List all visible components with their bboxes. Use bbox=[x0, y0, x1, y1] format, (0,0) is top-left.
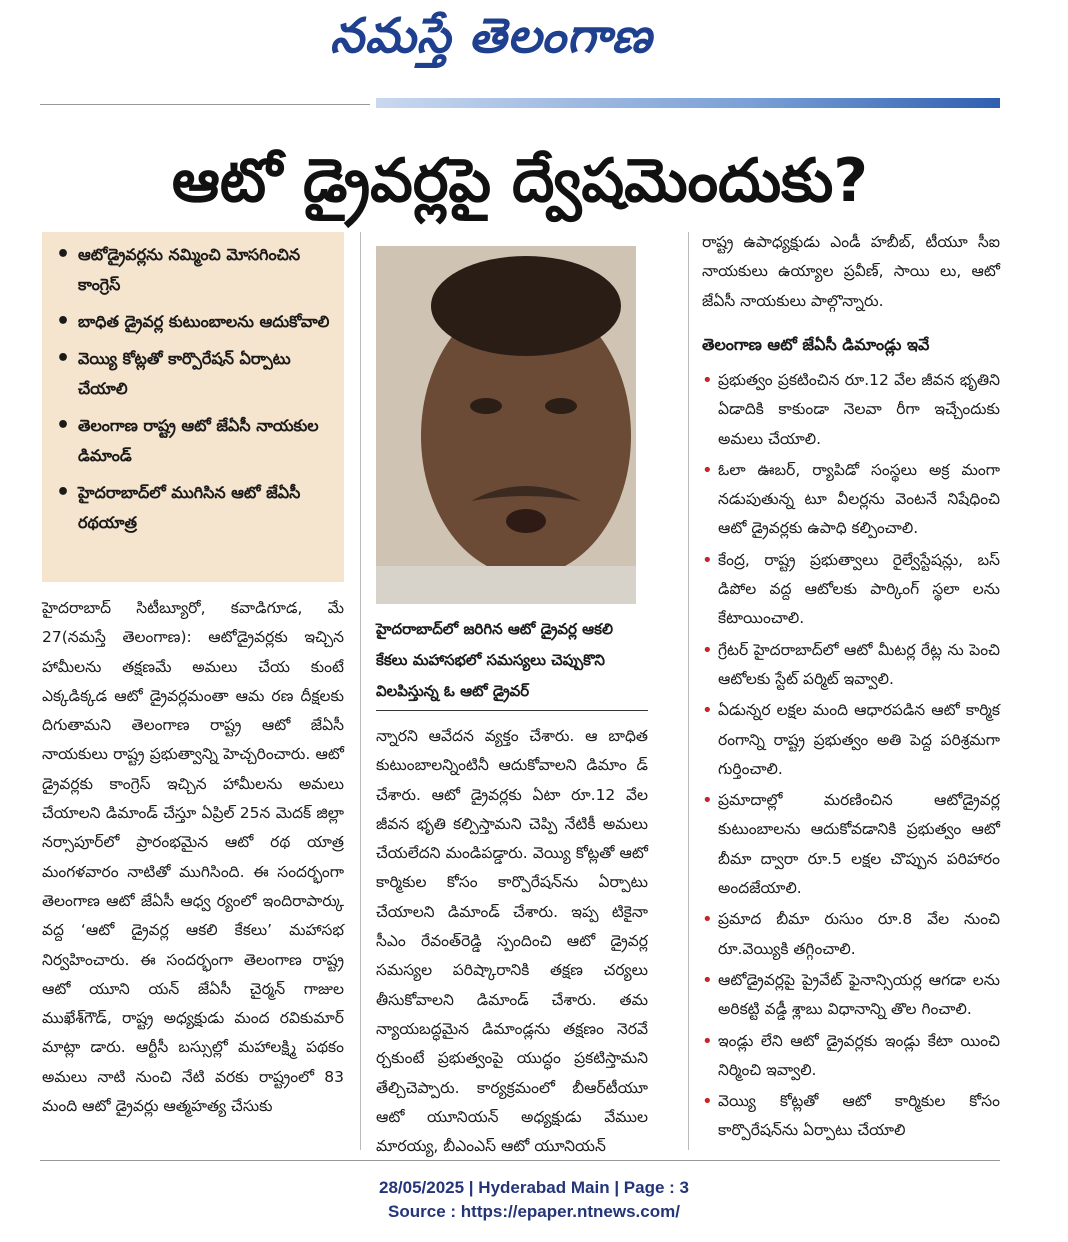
summary-box bbox=[42, 232, 344, 582]
demands-list bbox=[702, 366, 1000, 1148]
bullet-icon: • bbox=[702, 790, 713, 812]
bullet-icon: • bbox=[702, 549, 713, 571]
demand-item: • ఓలా ఊబర్, ర్యాపిడో సంస్థలు అక్ర మంగా నడుపుతున్న టూ వీలర్లను వెంటనే నిషేధించి ఆటో డ్రైవర్లకు ఉపాధి కల్పించాలి. bbox=[702, 456, 1000, 544]
article-headline: ఆటో డ్రైవర్లపై ద్వేషమెందుకు? bbox=[171, 146, 869, 216]
photo-caption: హైదరాబాద్‌లో జరిగిన ఆటో డ్రైవర్ల ఆకలి కేకలు మహాసభలో సమస్యలు చెప్పుకొని విలపిస్తున్న ఓ ఆటో డ్రైవర్ bbox=[376, 620, 613, 700]
masthead-rule bbox=[40, 104, 370, 105]
demand-item: • ప్రమాదాల్లో మరణించిన ఆటోడ్రైవర్ల కుటుంబాలను ఆదుకోవడానికి ప్రభుత్వం ఆటో బీమా ద్వారా రూ.5 లక్షల చొప్పున పరిహారం అందజేయాలి. bbox=[702, 786, 1000, 903]
bullet-icon: • bbox=[56, 242, 71, 267]
demand-item: • ఆటోడ్రైవర్లపై ప్రైవేట్ ఫైనాన్సియర్ల ఆగడా లను అరికట్టి వడ్డీ శ్లాబు విధానాన్ని తొల గించాలి. bbox=[702, 966, 1000, 1025]
summary-point: • ఆటోడ్రైవర్లను నమ్మించి మోసగించిన కాంగ్రెస్ bbox=[56, 242, 301, 294]
body-column-2: న్నారని ఆవేదన వ్యక్తం చేశారు. ఆ బాధిత కుటుంబాలన్నింటినీ ఆదుకోవాలని డిమాం డ్ చేశారు. ఆటో డ్రైవర్లకు ఏటా రూ.12 వేల జీవన భృతి కల్పిస్తామని చెప్పి నేటికీ అమలు చేయలేదని మండిపడ్డారు. వెయ్యి కోట్లతో ఆటో కార్మికుల కోసం కార్పొరేషన్‌ను ఏర్పాటు చేయాలని డిమాండ్ చేశారు. ఇప్ప టికైనా సీఎం రేవంత్‌రెడ్డి స్పందించి ఆటో డ్రైవర్ల సమస్యల పరిష్కారానికి తక్షణ చర్యలు తీసుకోవాలని డిమాండ్ చేశారు. తమ న్యాయబద్ధమైన డిమాండ్లను తక్షణం నెరవే ర్చకుంటే ప్రభుత్వంపై యుద్ధం ప్రకటిస్తామని తేల్చిచెప్పారు. కార్యక్రమంలో బీఆర్‌టీయూ ఆటో యూనియన్ అధ్యక్షుడు వేముల మారయ్య, బీఎంఎస్ ఆటో యూనియన్ bbox=[376, 727, 648, 1156]
demand-item: • గ్రేటర్ హైదరాబాద్‌లో ఆటో మీటర్ల రేట్ల ను పెంచి ఆటోలకు స్టేట్ పర్మిట్ ఇవ్వాలి. bbox=[702, 636, 1000, 695]
bullet-icon: • bbox=[702, 1030, 713, 1052]
masthead-band bbox=[376, 98, 1000, 108]
demand-item: • ప్రమాద బీమా రుసుం రూ.8 వేల నుంచి రూ.వెయ్యికి తగ్గించాలి. bbox=[702, 905, 1000, 964]
caption-rule bbox=[376, 710, 648, 711]
body-column-3: రాష్ట్ర ఉపాధ్యక్షుడు ఎండీ హబీబ్, టీయూ సీఐ నాయకులు ఉయ్యాల ప్రవీణ్, సాయి లు, ఆటో జేఏసీ నాయకులు పాల్గొన్నారు. bbox=[702, 233, 1000, 310]
bullet-icon: • bbox=[702, 700, 713, 722]
summary-point: • తెలంగాణ రాష్ట్ర ఆటో జేఏసీ నాయకుల డిమాండ్ bbox=[56, 413, 319, 465]
portrait-illustration bbox=[376, 246, 636, 604]
masthead-logo: నమస్తే తెలంగాణ bbox=[330, 8, 653, 64]
summary-point: • హైదరాబాద్‌లో ముగిసిన ఆటో జేఏసీ రథయాత్ర bbox=[56, 480, 301, 532]
demand-item: • కేంద్ర, రాష్ట్ర ప్రభుత్వాలు రైల్వేస్టేషన్లు, బస్ డిపోల వద్ద ఆటోలకు పార్కింగ్ స్థలా లను కేటాయించాలి. bbox=[702, 546, 1000, 634]
bullet-icon: • bbox=[56, 309, 71, 334]
footer-source: Source : https://epaper.ntnews.com/ bbox=[388, 1202, 680, 1221]
demand-item: • ఇండ్లు లేని ఆటో డ్రైవర్లకు ఇండ్లు కేటా యించి నిర్మించి ఇవ్వాలి. bbox=[702, 1027, 1000, 1086]
bullet-icon: • bbox=[702, 370, 713, 391]
footer-rule bbox=[40, 1160, 1000, 1161]
column-divider bbox=[360, 232, 361, 1150]
bullet-icon: • bbox=[702, 969, 713, 991]
demand-item: • ప్రభుత్వం ప్రకటించిన రూ.12 వేల జీవన భృతిని ఏడాదికి కాకుండా నెలవా రీగా ఇచ్చేందుకు అమలు చేయాలి. bbox=[702, 366, 1000, 454]
bullet-icon: • bbox=[56, 480, 71, 505]
bullet-icon: • bbox=[702, 459, 713, 481]
demands-title: తెలంగాణ ఆటో జేఏసీ డిమాండ్లు ఇవే bbox=[702, 335, 930, 354]
summary-point: • బాధిత డ్రైవర్ల కుటుంబాలను ఆదుకోవాలి bbox=[52, 307, 334, 337]
auto-driver-photo bbox=[376, 246, 636, 604]
bullet-icon: • bbox=[702, 639, 713, 661]
footer-date-edition: 28/05/2025 | Hyderabad Main | Page : 3 bbox=[379, 1178, 689, 1197]
bullet-icon: • bbox=[702, 909, 713, 931]
bullet-icon: • bbox=[702, 1091, 713, 1113]
bullet-icon: • bbox=[56, 346, 71, 371]
demand-item: • ఏడున్నర లక్షల మంది ఆధారపడిన ఆటో కార్మిక రంగాన్ని రాష్ట్ర ప్రభుత్వం అతి పెద్ద పరిశ్రమగా గుర్తించాలి. bbox=[702, 696, 1000, 784]
body-column-1: హైదరాబాద్ సిటీబ్యూరో, కవాడిగూడ, మే 27(నమస్తే తెలంగాణ): ఆటోడ్రైవర్లకు ఇచ్చిన హామీలను తక్షణమే అమలు చేయ కుంటే ఎక్కడిక్కడ ఆటో డ్రైవర్లమంతా ఆమ రణ దీక్షలకు దిగుతామని తెలంగాణ రాష్ట్ర ఆటో జేఏసీ నాయకులు రాష్ట్ర ప్రభుత్వాన్ని హెచ్చరించారు. ఆటో డ్రైవర్లకు కాంగ్రెస్ ఇచ్చిన హామీలను అమలు చేయాలని డిమాండ్ చేస్తూ ఏప్రిల్ 25న మెదక్ జిల్లా నర్సాపూర్‌లో ప్రారంభమైన ఆటో రథ యాత్ర మంగళవారం నాటితో ముగిసింది. ఈ సందర్భంగా తెలంగాణ ఆటో జేఏసీ ఆధ్వ ర్యంలో ఇందిరాపార్కు వద్ద ‘ఆటో డ్రైవర్ల ఆకలి కేకలు’ మహాసభ నిర్వహించారు. ఈ సందర్భంగా తెలంగాణ రాష్ట్ర ఆటో యూని యన్ జేఏసీ చైర్మన్ గాజుల ముఖేశ్‌గౌడ్, రాష్ట్ర అధ్యక్షుడు మంద రవికుమార్ మాట్లా డారు. ఆర్టీసీ బస్సుల్లో మహాలక్ష్మి పథకం అమలు నాటి నుంచి నేటి వరకు రాష్ట్రంలో 83 మంది ఆటో డ్రైవర్లు ఆత్మహత్య చేసుకు bbox=[42, 599, 344, 1116]
summary-point: • వెయ్యి కోట్లతో కార్పొరేషన్ ఏర్పాటు చేయాలి bbox=[56, 346, 291, 398]
demand-item: • వెయ్యి కోట్లతో ఆటో కార్మికుల కోసం కార్పొరేషన్‌ను ఏర్పాటు చేయాలి bbox=[702, 1087, 1000, 1146]
column-divider bbox=[688, 232, 689, 1150]
bullet-icon: • bbox=[56, 413, 71, 438]
